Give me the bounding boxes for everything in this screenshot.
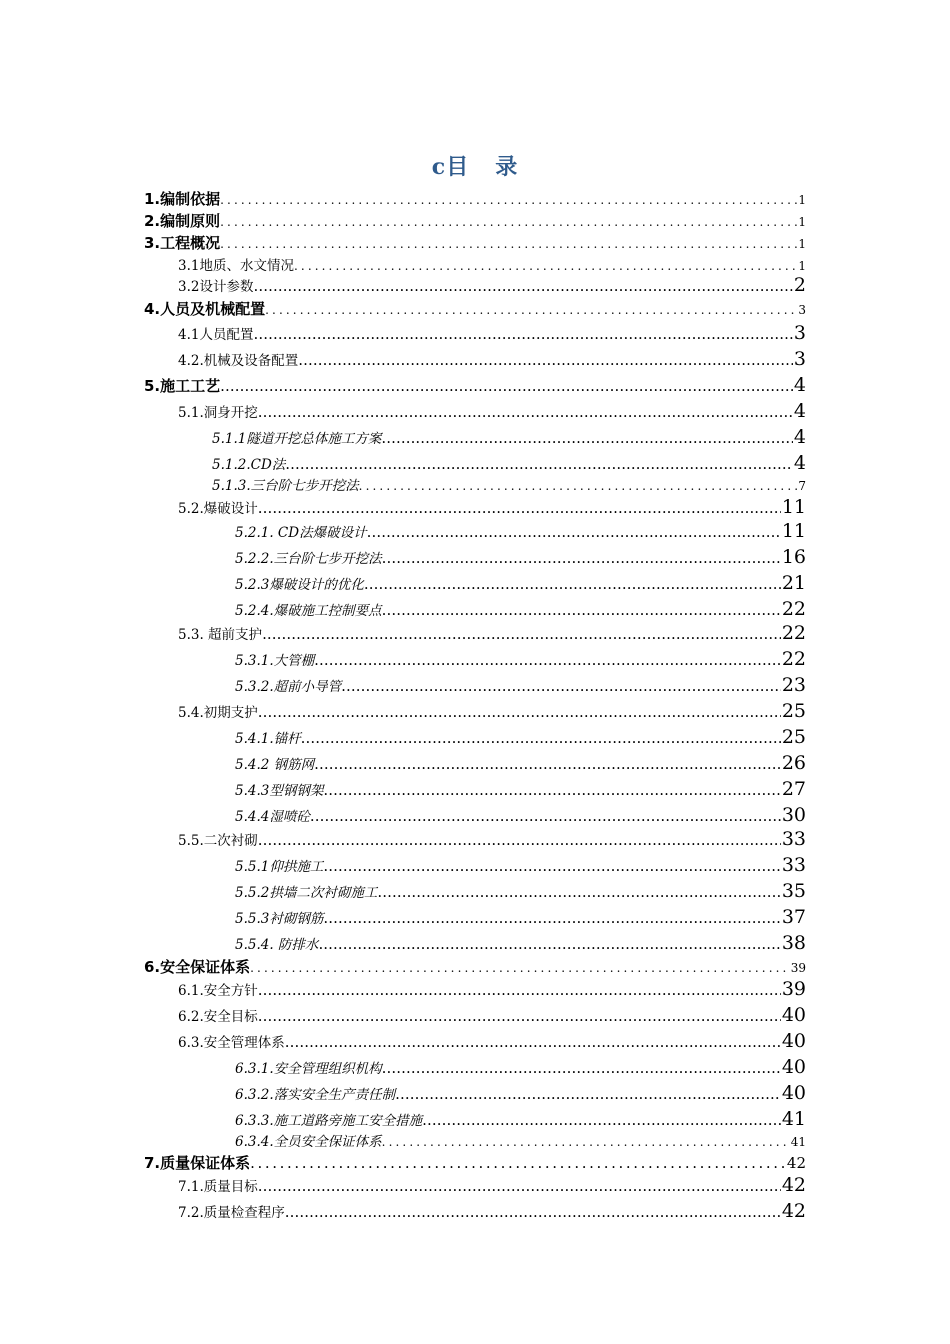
toc-entry-label: 6.3.安全管理体系 (178, 1035, 285, 1051)
toc-entry[interactable] (235, 1130, 806, 1150)
toc-entry[interactable] (235, 854, 806, 876)
toc-entry[interactable] (235, 1108, 806, 1130)
toc-entry[interactable] (235, 598, 806, 620)
toc-entry-page-number: 41 (790, 1135, 806, 1149)
toc-entry[interactable] (178, 1030, 806, 1052)
toc-entry-label: 6.3.4.全员安全保证体系 (235, 1134, 382, 1150)
toc-entry[interactable] (178, 322, 806, 344)
toc-entry[interactable] (235, 572, 806, 594)
toc-leader-dots (250, 961, 790, 975)
toc-entry[interactable] (144, 188, 806, 209)
toc-leader-dots (382, 549, 781, 567)
toc-leader-dots (377, 883, 780, 901)
toc-entry-label: 5.2.爆破设计 (178, 501, 258, 517)
toc-entry[interactable] (144, 232, 806, 253)
toc-entry-label: 3.1地质、水文情况 (178, 258, 294, 274)
toc-entry-page-number: 42 (786, 1154, 806, 1172)
toc-entry-page-number: 21 (781, 572, 806, 594)
toc-leader-dots (381, 429, 793, 447)
toc-entry-label: 5.2.2.三台阶七步开挖法 (235, 551, 382, 567)
toc-entry-label: 5.5.2拱墙二次衬砌施工 (235, 885, 378, 901)
toc-entry-page-number: 1 (798, 237, 806, 251)
toc-entry-page-number: 1 (798, 215, 806, 229)
toc-entry-page-number: 1 (798, 259, 806, 273)
toc-leader-dots (265, 303, 797, 317)
toc-leader-dots (220, 237, 797, 251)
toc-entry-page-number: 37 (781, 906, 806, 928)
toc-leader-dots (323, 909, 780, 927)
toc-entry-label: 5.5.二次衬砌 (178, 833, 258, 849)
toc-entry-page-number: 35 (781, 880, 806, 902)
toc-entry-label: 5.5.4. 防排水 (235, 937, 319, 953)
toc-entry-label: 6.1.安全方针 (178, 983, 258, 999)
toc-entry[interactable] (235, 674, 806, 696)
toc-entry-label: 5.5.3衬砌钢筋 (235, 911, 324, 927)
toc-entry-label: 3.工程概况 (144, 234, 221, 252)
toc-entry[interactable] (178, 1200, 806, 1222)
toc-entry-label: 5.4.1.锚杆 (235, 731, 301, 747)
toc-entry[interactable] (235, 726, 806, 748)
toc-entry-page-number: 39 (790, 961, 806, 975)
toc-leader-dots (382, 601, 781, 619)
toc-entry[interactable] (235, 1056, 806, 1078)
toc-entry-label: 5.5.1仰拱施工 (235, 859, 324, 875)
toc-entry[interactable] (178, 348, 806, 370)
toc-leader-dots (253, 325, 792, 343)
toc-entry-label: 5.2.3爆破设计的优化 (235, 577, 364, 593)
toc-entry-page-number: 40 (781, 1030, 806, 1052)
toc-entry[interactable] (178, 400, 806, 422)
toc-entry-label: 4.2.机械及设备配置 (178, 353, 299, 369)
toc-leader-dots (250, 1154, 786, 1172)
toc-leader-dots (262, 625, 781, 643)
toc-entry-label: 5.3.2.超前小导管 (235, 679, 342, 695)
toc-entry-page-number: 40 (781, 1004, 806, 1026)
toc-leader-dots (382, 1135, 790, 1149)
toc-leader-dots (220, 377, 793, 395)
toc-entry[interactable] (212, 474, 806, 494)
toc-entry-page-number: 25 (781, 726, 806, 748)
toc-entry[interactable] (178, 1004, 806, 1026)
toc-entry-page-number: 4 (793, 400, 806, 422)
toc-entry-label: 1.编制依据 (144, 190, 221, 208)
toc-leader-dots (285, 455, 793, 473)
toc-leader-dots (258, 1177, 781, 1195)
toc-entry-label: 5.1.洞身开挖 (178, 405, 258, 421)
toc-leader-dots (301, 729, 781, 747)
toc-leader-dots (310, 807, 781, 825)
toc-entry-page-number: 42 (781, 1174, 806, 1196)
title-main: 目 (446, 154, 470, 180)
toc-entry-page-number: 26 (781, 752, 806, 774)
toc-entry-label: 6.2.安全目标 (178, 1009, 258, 1025)
toc-entry[interactable] (144, 210, 806, 231)
toc-entry-page-number: 11 (781, 520, 806, 542)
toc-entry[interactable] (235, 804, 806, 826)
toc-entry-page-number: 33 (781, 828, 806, 850)
toc-leader-dots (258, 831, 781, 849)
toc-entry-label: 5.2.4.爆破施工控制要点 (235, 603, 382, 619)
toc-leader-dots (258, 703, 781, 721)
toc-entry-page-number: 30 (781, 804, 806, 826)
toc-entry-page-number: 22 (781, 648, 806, 670)
toc-leader-dots (341, 677, 781, 695)
toc-entry-page-number: 27 (781, 778, 806, 800)
toc-entry-page-number: 3 (793, 322, 806, 344)
toc-leader-dots (323, 857, 780, 875)
toc-entry-page-number: 25 (781, 700, 806, 722)
toc-entry-label: 5.1.2.CD法 (212, 457, 286, 473)
toc-leader-dots (285, 1203, 781, 1221)
toc-leader-dots (220, 215, 797, 229)
toc-entry[interactable] (178, 274, 806, 296)
toc-entry[interactable] (178, 254, 806, 274)
toc-leader-dots (258, 403, 793, 421)
toc-entry-label: 5.3.1.大管棚 (235, 653, 315, 669)
toc-entry-page-number: 4 (793, 374, 806, 396)
toc-entry-label: 5.施工工艺 (144, 377, 221, 395)
toc-leader-dots (318, 935, 780, 953)
toc-leader-dots (294, 259, 797, 273)
toc-leader-dots (314, 755, 781, 773)
toc-entry-label: 6.安全保证体系 (144, 958, 251, 976)
toc-entry-page-number: 38 (781, 932, 806, 954)
toc-leader-dots (395, 1085, 781, 1103)
toc-entry-label: 5.4.初期支护 (178, 705, 258, 721)
toc-entry-label: 6.3.1.安全管理组织机构 (235, 1061, 382, 1077)
toc-entry[interactable] (144, 374, 806, 396)
toc-entry-label: 7.2.质量检查程序 (178, 1205, 285, 1221)
toc-entry[interactable] (178, 828, 806, 850)
toc-entry-label: 5.3. 超前支护 (178, 627, 263, 643)
toc-entry-page-number: 4 (793, 452, 806, 474)
toc-entry-label: 3.2设计参数 (178, 279, 254, 295)
toc-entry[interactable] (178, 1174, 806, 1196)
toc-entry-page-number: 11 (781, 496, 806, 518)
toc-entry-label: 5.1.3.三台阶七步开挖法 (212, 478, 359, 494)
toc-entry[interactable] (235, 520, 806, 542)
toc-entry-page-number: 42 (781, 1200, 806, 1222)
toc-entry[interactable] (235, 880, 806, 902)
toc-entry-label: 2.编制原则 (144, 212, 221, 230)
toc-entry[interactable] (144, 298, 806, 319)
toc-entry[interactable] (178, 622, 806, 644)
toc-entry-label: 5.2.1. CD法爆破设计 (235, 525, 367, 541)
toc-entry[interactable] (235, 932, 806, 954)
toc-entry-label: 7.质量保证体系 (144, 1154, 251, 1172)
toc-entry-page-number: 4 (793, 426, 806, 448)
toc-entry-page-number: 33 (781, 854, 806, 876)
toc-entry-page-number: 40 (781, 1082, 806, 1104)
toc-entry-page-number: 3 (793, 348, 806, 370)
toc-leader-dots (253, 277, 792, 295)
toc-entry-label: 6.3.2.落实安全生产责任制 (235, 1087, 396, 1103)
toc-leader-dots (258, 1007, 781, 1025)
toc-entry-label: 5.4.2 钢筋网 (235, 757, 315, 773)
toc-leader-dots (364, 575, 781, 593)
toc-leader-dots (323, 781, 780, 799)
toc-entry[interactable] (212, 426, 806, 448)
toc-leader-dots (258, 499, 781, 517)
toc-entry[interactable] (235, 752, 806, 774)
toc-entry[interactable] (235, 1082, 806, 1104)
toc-leader-dots (298, 351, 793, 369)
toc-entry[interactable] (178, 978, 806, 1000)
toc-entry[interactable] (235, 906, 806, 928)
toc-entry-label: 5.4.4湿喷砼 (235, 809, 310, 825)
toc-entry[interactable] (235, 648, 806, 670)
toc-entry-page-number: 40 (781, 1056, 806, 1078)
toc-entry[interactable] (178, 700, 806, 722)
toc-entry-page-number: 23 (781, 674, 806, 696)
toc-entry-page-number: 41 (781, 1108, 806, 1130)
toc-entry-label: 4.人员及机械配置 (144, 300, 266, 318)
toc-entry[interactable] (235, 546, 806, 568)
toc-entry-page-number: 3 (798, 303, 806, 317)
title-prefix: c (431, 154, 447, 180)
toc-leader-dots (382, 1059, 781, 1077)
toc-entry[interactable] (235, 778, 806, 800)
toc-entry-label: 5.4.3型钢钢架 (235, 783, 324, 799)
toc-entry-page-number: 2 (793, 274, 806, 296)
toc-leader-dots (314, 651, 781, 669)
toc-entry-label: 7.1.质量目标 (178, 1179, 258, 1195)
toc-entry-page-number: 22 (781, 598, 806, 620)
toc-entry-page-number: 7 (798, 479, 806, 493)
toc-entry[interactable] (212, 452, 806, 474)
toc-leader-dots (367, 523, 781, 541)
toc-leader-dots (285, 1033, 781, 1051)
toc-leader-dots (258, 981, 781, 999)
toc-entry-page-number: 39 (781, 978, 806, 1000)
toc-entry-page-number: 22 (781, 622, 806, 644)
toc-leader-dots (422, 1111, 781, 1129)
toc-entry[interactable] (144, 1152, 806, 1173)
toc-entry[interactable] (144, 956, 806, 977)
toc-entry-label: 6.3.3.施工道路旁施工安全措施 (235, 1113, 423, 1129)
toc-entry-page-number: 1 (798, 193, 806, 207)
toc-entry-page-number: 16 (781, 546, 806, 568)
toc-entry-label: 4.1人员配置 (178, 327, 254, 343)
toc-leader-dots (359, 479, 798, 493)
toc-leader-dots (220, 193, 797, 207)
toc-entry-label: 5.1.1隧道开挖总体施工方案 (212, 431, 382, 447)
toc-entry[interactable] (178, 496, 806, 518)
title-second: 录 (495, 154, 519, 180)
